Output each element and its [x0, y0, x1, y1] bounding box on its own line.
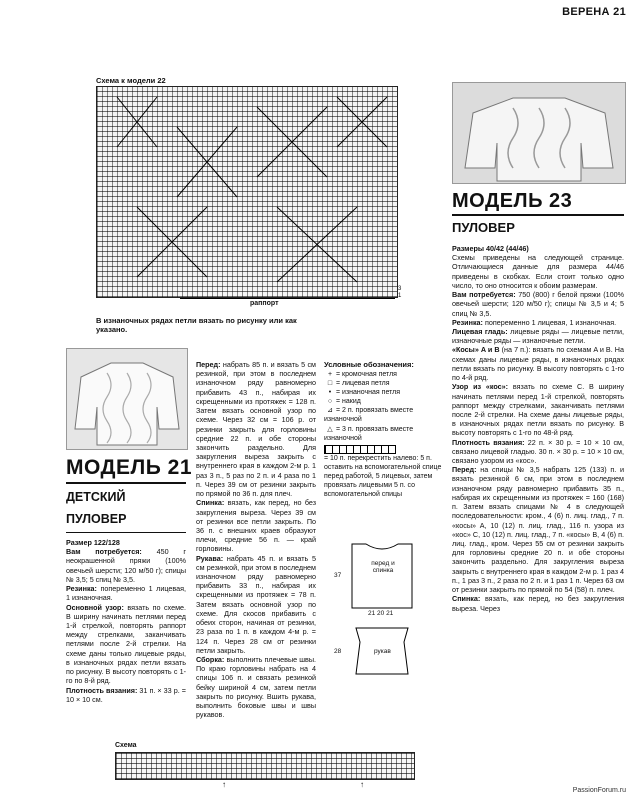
model23-subtitle: ПУЛОВЕР	[452, 220, 515, 235]
model21-rib: Резинка: попеременно 1 лицевая, 1 изнаночная.	[66, 584, 186, 603]
rapport-line	[180, 298, 395, 299]
legend-item: □ = лицевая петля	[324, 379, 444, 388]
model21-middle-column	[196, 360, 316, 720]
dim-37: 37	[334, 572, 342, 579]
model21-main-pattern: Основной узор: вязать по схеме. В ширину начинать петлями перед 1-й стрелкой, повторять раппорт между стрелками, заканчивать петлями после 2-й стрелки. На схеме даны только лицевые ряды, в изнаночных рядах петли вязать по рисунку. В высоту повторять с 1-го по 8-й ряд.	[66, 602, 187, 686]
model21-title: МОДЕЛЬ 21	[66, 456, 193, 479]
row-mark-1: 1	[398, 293, 402, 299]
model21-photo	[66, 348, 188, 450]
model21-need: Вам потребуется: 450 г неокрашенной пряжи (100% овечьей шерсти; 120 м/50 г); спицы № 3,5; 5 спиц № 3,5.	[66, 547, 186, 584]
model23-photo	[452, 82, 626, 184]
watermark: PassionForum.ru	[572, 787, 626, 794]
model21-gauge: Плотность вязания: 31 п. × 33 р. = 10 × 10 см.	[66, 685, 186, 704]
garment-schematic	[334, 542, 418, 682]
chart-title: Схема к модели 22	[96, 76, 166, 85]
bottom-chart-label: Схема	[115, 742, 137, 749]
dim-28: 28	[334, 648, 342, 655]
legend-title: Условные обозначения:	[324, 360, 414, 369]
legend-item: ○ = накид	[324, 397, 444, 406]
sweater-illustration	[453, 83, 625, 183]
magazine-header: ВЕРЕНА 21	[562, 6, 626, 18]
model23-text-column	[452, 244, 624, 613]
p2tog-symbol: ⊿	[327, 407, 333, 415]
model23-intro: Схемы приведены на следующей странице. Отличающиеся данные для размера 44/46 приведены в скобках. Если стоит только одно число, то оно относится к обоим размерам.	[452, 253, 624, 290]
legend-item: ⊿ = 2 п. провязать вместе изнаночной	[324, 407, 414, 424]
dim-bottom: 21 20 21	[368, 610, 394, 617]
legend-item: △ = 3 п. провязать вместе изнаночной	[324, 425, 414, 442]
model23-rib: Резинка: попеременно 1 лицевая, 1 изнаночная.	[452, 317, 617, 327]
knit-stitch-symbol: □	[327, 380, 333, 388]
model21-assembly: Сборка: выполнить плечевые швы. По краю горловины набрать на 4 спицы 106 п. и связать резинкой бейку шириной 4 см, затем петли закрыть по рисунку. Вшить рукава, выполнить боковые швы и швы рукавов.	[196, 655, 316, 720]
model21-front: Перед: набрать 85 п. и вязать 5 см резинкой, при этом в последнем изнаночном ряду равномерно прибавить 43 п., набирая их скрещенными из протяжек = 128 п. Затем вязать основной узор по схеме. Через 32 см = 106 р. от резинки закрыть для горловины средние 22 п. и обе стороны закончить раздельно. Для закругления выреза закрыть с внутреннего края в каждом 2-м р. 1 раз 3 п., 5 раз по 2 п. и 4 раза по 1 п. Через 39 см от резинки закрыть по прямой по 36 п. для плеч.	[196, 360, 316, 499]
chart-note: В изнаночных рядах петли вязать по рисунку или как указано.	[96, 316, 297, 335]
model21-size: Размер 122/128	[66, 538, 120, 547]
purl-stitch-symbol: •	[328, 389, 332, 397]
model23-sizes: Размеры 40/42 (44/46)	[452, 244, 529, 253]
model21-subtitle: ДЕТСКИЙ	[66, 490, 126, 504]
model21-back: Спинка: вязать, как перед, но без закругления выреза. Через 39 см от резинки все петли закрыть. По 36 п. с внешних краев образуют плечи, средние 56 п. — край горловины.	[196, 498, 316, 554]
model21-sleeves: Рукава: набрать 45 п. и вязать 5 см резинкой, при этом в последнем изнаночном ряду равномерно прибавить 33 п., набирая их скрещенными из протяжек = 78 п. Затем вязать основной узор по схеме. Для скосов прибавить с обеих сторон, начиная от резинки, 23 раза по 1 п. в каждом 4-м р. = 124 п. Через 28 см от резинки петли закрыть.	[196, 553, 317, 655]
title-rule	[452, 214, 624, 216]
legend	[324, 370, 444, 499]
title-rule	[66, 482, 186, 484]
model23-gauge: Плотность вязания: 22 п. × 30 р. = 10 × 10 см, связано лицевой гладью. 30 п. × 30 р. = 10 × 10 см, связано узором из «кос».	[452, 437, 624, 466]
schematic-front-label: перед и спинка	[371, 560, 395, 574]
rapport-arrow-icon: ↑	[360, 780, 364, 789]
schematic-sleeve-label: рукав	[374, 648, 391, 655]
legend-cross-text: = 10 п. перекрестить налево: 5 п. оставить на вспомогательной спице перед работой, 5 лицевых, затем провязать лицевыми 5 п. со вспомогательной спицы	[324, 454, 442, 499]
model23-back: Спинка: вязать, как перед, но без закругления выреза. Через	[452, 594, 624, 613]
p3tog-symbol: △	[327, 425, 333, 433]
rapport-arrow-icon: ↑	[222, 780, 226, 789]
rapport-label: раппорт	[250, 300, 279, 307]
child-sweater-illustration	[67, 349, 187, 449]
model23-front: Перед: на спицы № 3,5 набрать 125 (133) п. и вязать резинкой 6 см, при этом в последнем изнаночном ряду равномерно прибавить 35 п., набирая их скрещенными из протяжек = 160 (168) п. Затем вязать спицами № 4 в следующей последовательности: кром., 4 (6) п. лиц. глад., 7 п. «косы» A, 10 (12) п. лиц. глад., 116 п. узора из «кос» C, 10 (12) п. лиц. глад., 7 п. «косы» B, 4 (6) п. лиц. глад., кром. Через 55 см от резинки закрыть для горловины средние 20 п. и обе стороны закончить раздельно. Для закругления выреза закрыть с внутреннего края в каждом 2-м р. 1 раз 4 п., 1 раз 3 п., 2 раза по 2 п. и 1 раз 1 п. Через 63 см от резинки закрыть по прямой по 54 (58) п. плеч.	[452, 465, 625, 595]
subtitle-rule	[66, 532, 186, 533]
model23-cable-c: Узор из «кос»: вязать по схеме С. В ширину начинать петлями перед 1-й стрелкой, повторять раппорт между стрелками, заканчивать петлями после 2-й стрелки. На схеме даны лицевые ряды, в изнаночных рядах петли вязать по рисунку. В высоту повторять с 1-го по 48-й ряд.	[452, 382, 624, 438]
cable-cross-symbol	[324, 445, 396, 454]
model21-subtitle-2: ПУЛОВЕР	[66, 512, 127, 526]
bottom-knitting-chart	[115, 752, 415, 780]
yarn-over-symbol: ○	[327, 398, 333, 406]
row-mark-3: 3	[398, 286, 402, 292]
edge-stitch-symbol: +	[327, 371, 333, 378]
model21-left-column	[66, 538, 186, 704]
model23-stockinette: Лицевая гладь: лицевые ряды — лицевые петли, изнаночные ряды — изнаночные петли.	[452, 326, 624, 346]
chart-cables-overlay	[97, 87, 397, 297]
model23-cables-ab: «Косы» A и B (на 7 п.): вязать по схемам A и B. На схемах даны лицевые ряды, в изнаночных рядах петли вязать по рисунку. В высоту повторять с 1-го по 4-й ряд.	[452, 345, 624, 383]
legend-item: • = изнаночная петля	[324, 388, 444, 397]
knitting-chart	[96, 86, 398, 298]
legend-item: + = кромочная петля	[324, 370, 444, 379]
model23-need: Вам потребуется: 750 (800) г белой пряжи (100% овечьей шерсти; 120 м/50 г); спицы № 3,5 и 4; 5 спиц № 3,5.	[452, 290, 625, 318]
model23-title: МОДЕЛЬ 23	[452, 190, 573, 212]
